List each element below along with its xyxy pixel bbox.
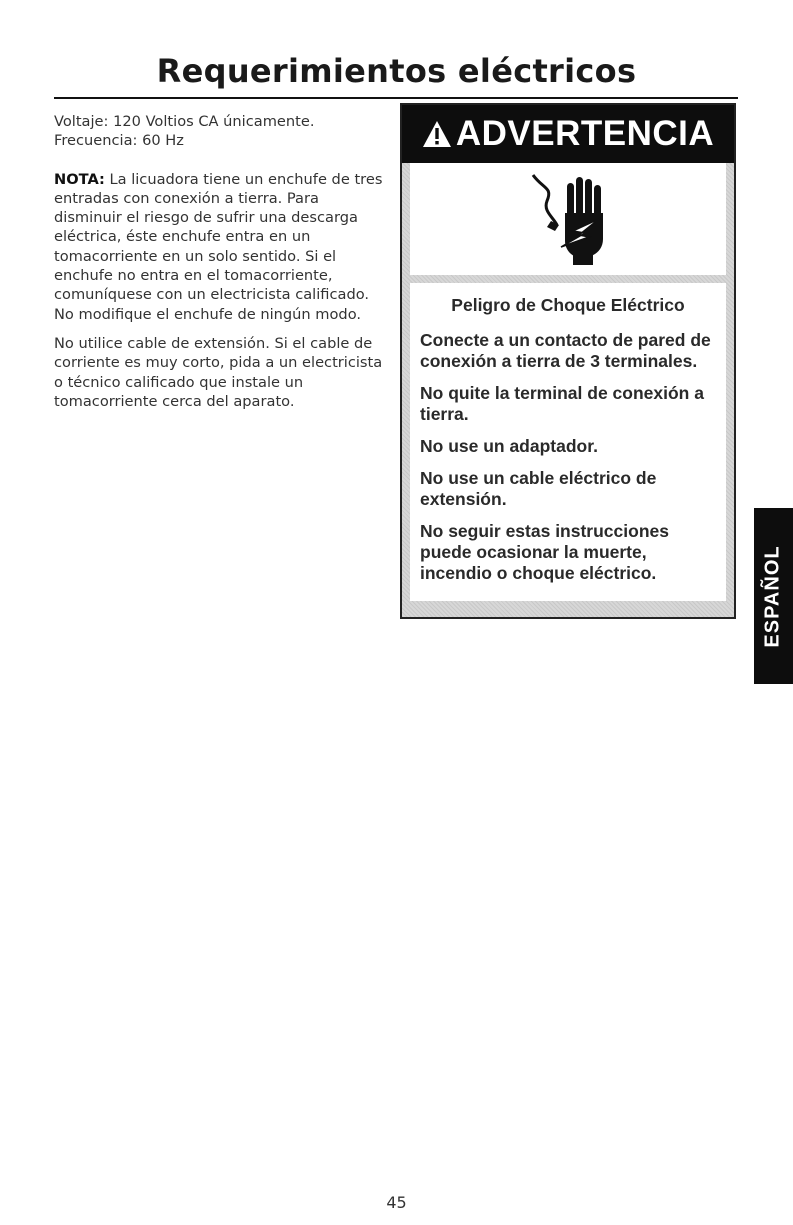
nota-paragraph (54, 170, 389, 324)
language-tab-label: ESPAÑOL (762, 544, 785, 648)
instruction-item: No use un adaptador. (420, 436, 598, 456)
alert-triangle-icon (422, 120, 452, 148)
hazard-title: Peligro de Choque Eléctrico (451, 295, 685, 315)
warning-banner-text: ADVERTENCIA (455, 114, 715, 153)
instruction-item: No quite la terminal de conexión a tierra. (420, 383, 704, 424)
page-title: Requerimientos eléctricos (156, 52, 637, 90)
pictogram-panel (410, 163, 726, 275)
nota-text: La licuadora tiene un enchufe de tres entradas con conexión a tierra. Para disminuir el riesgo de sufrir una descarga eléctrica, éste enchufe entra en un tomacorriente en un solo sentido. Si el enchufe no entra en el tomacorriente, comuníquese con un electricista calificado. No modifique el enchufe de ningún modo. (54, 170, 383, 323)
warning-banner (402, 105, 734, 163)
instruction-item: No seguir estas instrucciones puede ocasionar la muerte, incendio o choque eléctrico. (420, 521, 669, 583)
voltage-text: Voltaje: 120 Voltios CA únicamente. (54, 113, 315, 130)
electrical-requirements-text (54, 112, 389, 421)
title-rule (54, 97, 738, 99)
voltage-paragraph (54, 112, 389, 151)
warning-box (400, 103, 736, 619)
electric-shock-hand-icon (523, 169, 613, 269)
instruction-item: No use un cable eléctrico de extensión. (420, 468, 657, 509)
extension-paragraph: No utilice cable de extensión. Si el cable de corriente es muy corto, pida a un electricista o técnico calificado que instale un tomacorriente cerca del aparato. (54, 334, 383, 410)
nota-label: NOTA: (54, 170, 105, 188)
language-tab (754, 508, 793, 684)
frequency-text: Frecuencia: 60 Hz (54, 132, 184, 150)
warning-content (410, 283, 726, 601)
instruction-item: Conecte a un contacto de pared de conexión a tierra de 3 terminales. (420, 330, 711, 371)
page-number: 45 (386, 1193, 407, 1212)
